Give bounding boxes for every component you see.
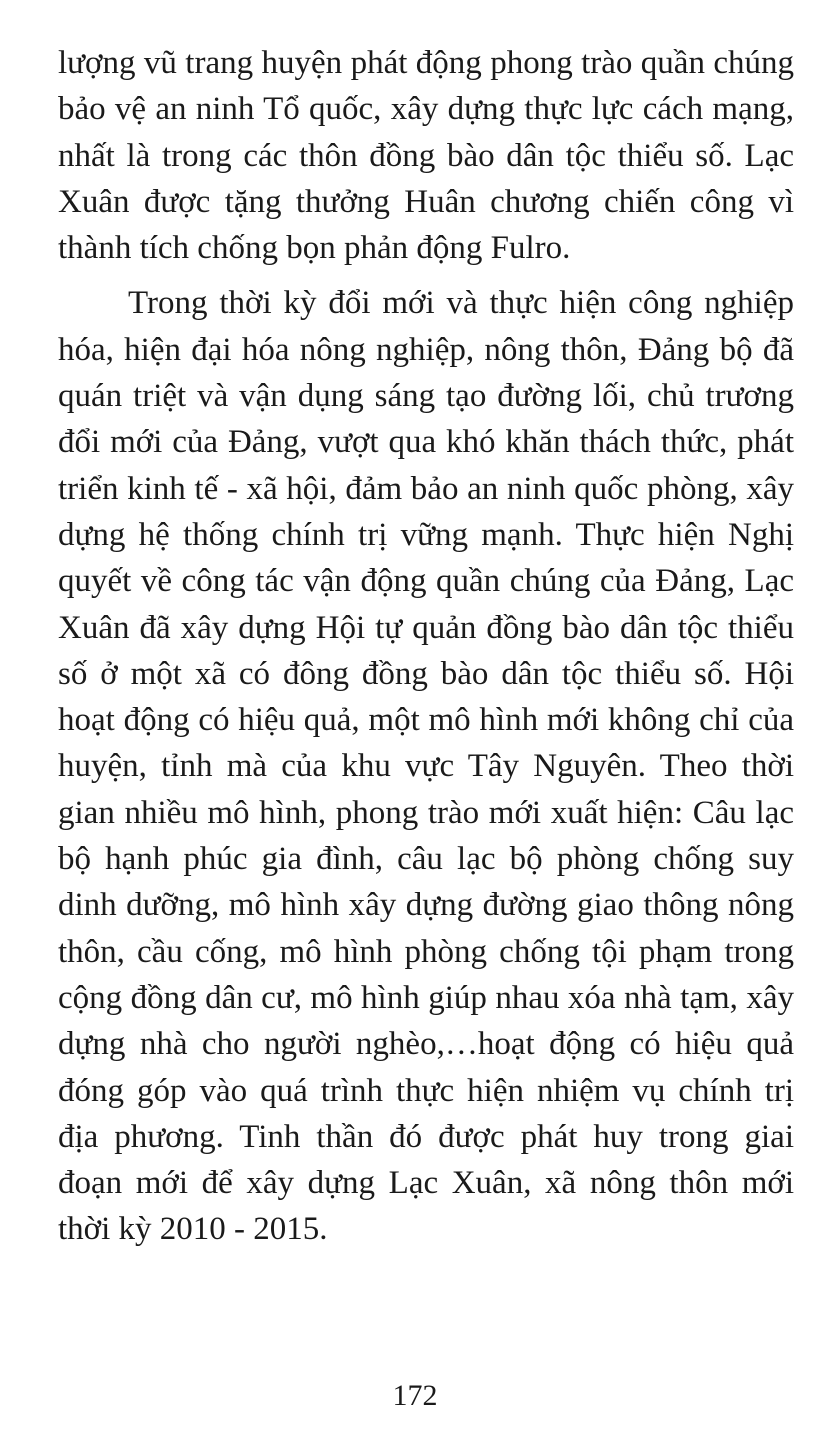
body-text	[58, 40, 794, 1253]
paragraph-1: lượng vũ trang huyện phát động phong trào quần chúng bảo vệ an ninh Tổ quốc, xây dựng thực lực cách mạng, nhất là trong các thôn đồng bào dân tộc thiểu số. Lạc Xuân được tặng thưởng Huân chương chiến công vì thành tích chống bọn phản động Fulro.	[58, 45, 794, 267]
paragraph-2: Trong thời kỳ đổi mới và thực hiện công nghiệp hóa, hiện đại hóa nông nghiệp, nông thôn, Đảng bộ đã quán triệt và vận dụng sáng tạo đường lối, chủ trương đổi mới của Đảng, vượt qua khó khăn thách thức, phát triển kinh tế - xã hội, đảm bảo an ninh quốc phòng, xây dựng hệ thống chính trị vững mạnh. Thực hiện Nghị quyết về công tác vận động quần chúng của Đảng, Lạc Xuân đã xây dựng Hội tự quản đồng bào dân tộc thiểu số ở một xã có đông đồng bào dân tộc thiểu số. Hội hoạt động có hiệu quả, một mô hình mới không chỉ của huyện, tỉnh mà của khu vực Tây Nguyên. Theo thời gian nhiều mô hình, phong trào mới xuất hiện: Câu lạc bộ hạnh phúc gia đình, câu lạc bộ phòng chống suy dinh dưỡng, mô hình xây dựng đường giao thông nông thôn, cầu cống, mô hình phòng chống tội phạm trong cộng đồng dân cư, mô hình giúp nhau xóa nhà tạm, xây dựng nhà cho người nghèo,…hoạt động có hiệu quả đóng góp vào quá trình thực hiện nhiệm vụ chính trị địa phương. Tinh thần đó được phát huy trong giai đoạn mới để xây dựng Lạc Xuân, xã nông thôn mới thời kỳ 2010 - 2015.	[58, 285, 794, 1248]
page-number: 172	[392, 1379, 438, 1412]
